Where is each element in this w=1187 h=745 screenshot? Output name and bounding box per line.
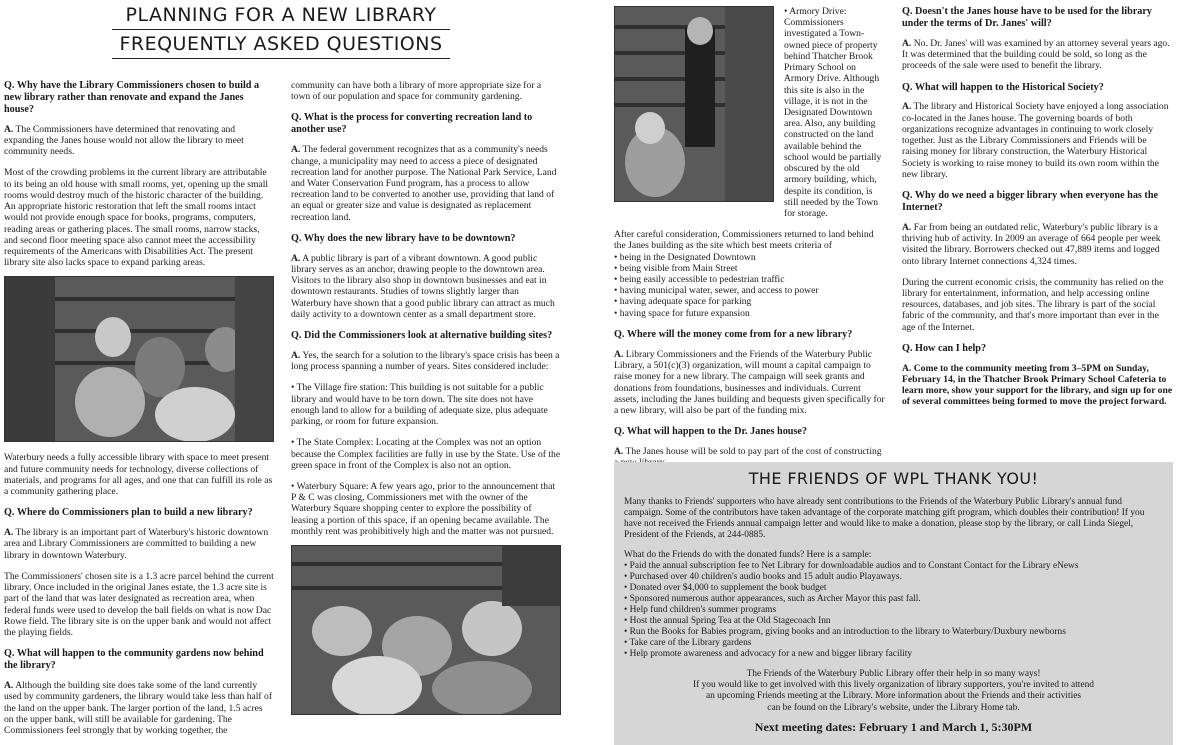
list-item: • Help promote awareness and advocacy for a new and bigger library facility — [624, 649, 1163, 660]
list-item: • Host the annual Spring Tea at the Old Stagecoach Inn — [624, 616, 1163, 627]
question-historical-society: Q. What will happen to the Historical Society? — [902, 81, 1104, 93]
answer-how-help: A. Come to the community meeting from 3–5PM on Sunday, February 14, in the Thatcher Brook Primary School Cafeteria to learn more, show your support for the library, and sign up for one of several committees being formed to move the project forward. — [902, 362, 1173, 408]
bullet-fire-station: • The Village fire station: This building is not suitable for a public library and would have to be torn down. The site does not have enough land to allow for a building of adequate size, plus adequate parking, or room for future expansion. — [291, 382, 548, 428]
list-item: • having space for future expansion — [614, 308, 886, 319]
question-where-build: Q. Where do Commissioners plan to build a new library? — [4, 507, 253, 519]
bullet-state-complex: • The State Complex: Locating at the Complex was not an option because the Complex facilities are fully in use by the State. Use of the green space in front of the Complex is also not an option. — [291, 437, 561, 471]
friends-closing — [624, 669, 1163, 714]
answer-why-downtown: A. A public library is part of a vibrant downtown. A good public library serves as an anchor, drawing people to the downtown area. Visitors to the library also shop in downtown businesses and eat in downtown restaurants. Studies of towns slightly larger than Waterbury have shown that a good public library can attract as much daily activity to a downtown center as a small department store. — [291, 252, 555, 320]
column-4 — [902, 6, 1174, 418]
question-why-downtown: Q. Why does the new library have to be downtown? — [291, 232, 516, 244]
question-janes-will: Q. Doesn't the Janes house have to be used for the library under the terms of Dr. Janes' will? — [902, 6, 1152, 29]
answer-janes-house: A. The Janes house will be sold to pay part of the cost of constructing — [614, 446, 882, 458]
list-item: • being in the Designated Downtown — [614, 252, 886, 263]
friends-intro: Many thanks to Friends' supporters who have already sent contributions to the Friends of the Waterbury Public Library's annual fund campaign. Some of the contributors have taken advantage of the corporate matching gift program, which doubles their contribution! If you have not received the Friends annual campaign letter and would like to make a donation, please stop by the library, or call Linda Siegel, President of the Friends, at 244-0885. — [624, 496, 1145, 540]
list-item: • Run the Books for Babies program, giving books and an introduction to the library to Waterbury/Duxbury newborns — [624, 627, 1163, 638]
library-stacks-photo — [614, 6, 774, 202]
question-janes-house: Q. What will happen to the Dr. Janes house? — [614, 426, 808, 438]
answer-why-new-library: A. The Commissioners have determined that renovating and expanding the Janes house would not allow the library to meet community needs. — [4, 123, 244, 158]
friends-title: THE FRIENDS OF WPL THANK YOU! — [748, 469, 1039, 488]
page-title-block — [112, 4, 450, 59]
criteria-list — [614, 252, 886, 319]
storytime-photo — [291, 545, 561, 715]
answer-alternative-sites: A. Yes, the search for a solution to the library's space crisis has been a long process spanning a number of years. Sites considered include: — [291, 350, 560, 373]
column-2 — [291, 80, 561, 725]
friends-closing-line: If you would like to get involved with this lively organization of library supporters, you're invited to attend — [693, 680, 1094, 690]
friends-closing-line: can be found on the Library's website, under the Library Home tab. — [767, 702, 1020, 713]
list-item: • Donated over $4,000 to supplement the book budget — [624, 583, 1163, 594]
bullet-armory-drive: • Armory Drive: Commissioners investigated a Town-owned piece of property behind Thatcher Brook Primary School on Armory Drive. Although this site is also in the village, it is not in the Designated Downtown area. Also, any building constructed on the land available behind the school would be partially obscured by the old armory building, which, despite its condition, is still needed by the Town for storage. — [784, 6, 882, 219]
friends-thank-you-box — [614, 462, 1173, 745]
answer-janes-will: A. No. Dr. Janes' will was examined by an attorney several years ago. It was determined that the building could be sold, so long as the proceeds of the sale were used to benefit the library. — [902, 37, 1170, 72]
list-item: • being visible from Main Street — [614, 263, 886, 274]
paragraph-chosen-site: The Commissioners' chosen site is a 1.3 acre parcel behind the current library. Once included in the original Janes estate, the 1.3 acre site is part of the land that was later designated as recreation area, when federal funds were used to develop the ball fields on what is now Dac Rowe field. The library site is on the upper bank and would not affect the playing fields. — [4, 570, 274, 638]
column-3 — [614, 6, 886, 479]
question-why-new-library: Q. Why have the Library Commissioners chosen to build a new library rather than renovate and expand the Janes house? — [4, 80, 260, 115]
list-item: • being easily accessible to pedestrian traffic — [614, 274, 886, 285]
answer-money: A. Library Commissioners and the Friends of the Waterbury Public Library, a 501(c)(3) organization, will mount a capital campaign to raise money for a new library. The campaign will seek grants and donations from foundations, businesses and individuals. Current assets, including the Janes building and bequests given specifically for a new library, will also be part of the funding mix. — [614, 348, 885, 416]
page-subtitle: FREQUENTLY ASKED QUESTIONS — [112, 30, 450, 59]
list-item: • Sponsored numerous author appearances, such as Archer Mayor this past fall. — [624, 594, 1163, 605]
question-community-gardens: Q. What will happen to the community gardens now behind the library? — [4, 648, 264, 672]
paragraph-accessible: Waterbury needs a fully accessible library with space to meet present and future community needs for technology, diverse collections of materials, and programs for all ages, and one that can fulfill its role as a community gathering place. — [4, 452, 273, 498]
bullet-waterbury-square: • Waterbury Square: A few years ago, prior to the announcement that P & C was closing, Commissioners met with the owner of the Waterbury Square shopping center to explore the possibility of leasing a portion of this space, if an opening became available. The monthly rent was prohibitively high and the matter was not pursued. — [291, 481, 556, 537]
friends-list — [624, 561, 1163, 660]
answer-community-gardens: A. Although the building site does take some of the land currently used by community gardeners, the library would take less than half of the land on the upper bank. The larger portion of the land, 1.5 acres on the upper bank, will still be available for gardening. The Commissioners feel strongly that by working together, the — [4, 680, 273, 736]
answer-historical-society: A. The library and Historical Society have enjoyed a long association co-located in the Janes house. The governing boards of both organizations recognize advantages in continuing to work closely together. Just as the Library Commissioners and Friends will be raising money for library construction, the Waterbury Historical Society is working to raise money to build its own room within the new library. — [902, 101, 1169, 180]
list-item: • Purchased over 40 children's audio books and 15 adult audio Playaways. — [624, 572, 1163, 583]
paragraph-careful-consideration: After careful consideration, Commissioners returned to land behind the Janes building as the site which best meets criteria of — [614, 229, 874, 252]
list-item: • Help fund children's summer programs — [624, 605, 1163, 616]
paragraph-economic-crisis: During the current economic crisis, the community has relied on the library for entertainment, information, and help accessing online resources, databases, and job sites. The library is part of the social fabric of the community, and that's more important than ever in the age of the Internet. — [902, 276, 1164, 333]
question-how-help: Q. How can I help? — [902, 342, 987, 354]
answer-converting-land: A. The federal government recognizes that as a community's needs change, a municipality may need to access a piece of designated recreation land for another purpose. The National Park Service, Land and Water Conservation Fund program, has a process to allow recreation land to be converted to another use, providing that land of an equal or greater size and value is designated as replacement recreation land. — [291, 144, 557, 223]
question-internet: Q. Why do we need a bigger library when everyone has the Internet? — [902, 190, 1159, 213]
column-1 — [4, 80, 274, 745]
question-money: Q. Where will the money come from for a new library? — [614, 328, 853, 340]
friends-closing-line: an upcoming Friends meeting at the Library. More information about the Friends and their activities — [705, 691, 1082, 702]
list-item: • Paid the annual subscription fee to Net Library for downloadable audios and to Constant Contact for the Library eNews — [624, 561, 1163, 572]
list-item: • Take care of the Library gardens — [624, 638, 1163, 649]
children-reading-photo — [4, 276, 274, 442]
answer-internet: A. Far from being an outdated relic, Waterbury's public library is a thriving hub of activity. In 2009 an average of 664 people per week visited the library. Borrowers checked out 47,889 items and logged onto library Internet connections 4,324 times. — [902, 221, 1161, 267]
next-meeting-dates: Next meeting dates: February 1 and March 1, 5:30PM — [754, 719, 1033, 734]
friends-closing-line: The Friends of the Waterbury Public Library offer their help in so many ways! — [746, 668, 1041, 679]
list-item: • having municipal water, sewer, and access to power — [614, 285, 886, 296]
question-alternative-sites: Q. Did the Commissioners look at alternative building sites? — [291, 330, 553, 342]
list-item: • having adequate space for parking — [614, 296, 886, 307]
friends-sample-heading: What do the Friends do with the donated funds? Here is a sample: — [624, 549, 872, 560]
paragraph-crowding: Most of the crowding problems in the current library are attributable to its being an old house with small rooms, yet, opening up the small rooms would destroy much of the historic character of the building. An appropriate historic restoration that left the small rooms intact would not provide enough space for books, programs, computers, reading areas or gathering places. The small rooms, narrow stacks, and second floor meeting space also cannot meet the accessibility requirements of the Americans with Disabilities Act. The present library site also lacks space to expand parking areas. — [4, 167, 269, 269]
paragraph-gardening-continued: community can have both a library of more appropriate size for a town of our population and space for community gardening. — [291, 80, 542, 103]
page-title: PLANNING FOR A NEW LIBRARY — [112, 4, 450, 30]
answer-where-build: A. The library is an important part of Waterbury's historic downtown area and Library Commissioners are committed to building a new library in downtown Waterbury. — [4, 527, 269, 561]
question-converting-land: Q. What is the process for converting recreation land to another use? — [291, 112, 533, 136]
